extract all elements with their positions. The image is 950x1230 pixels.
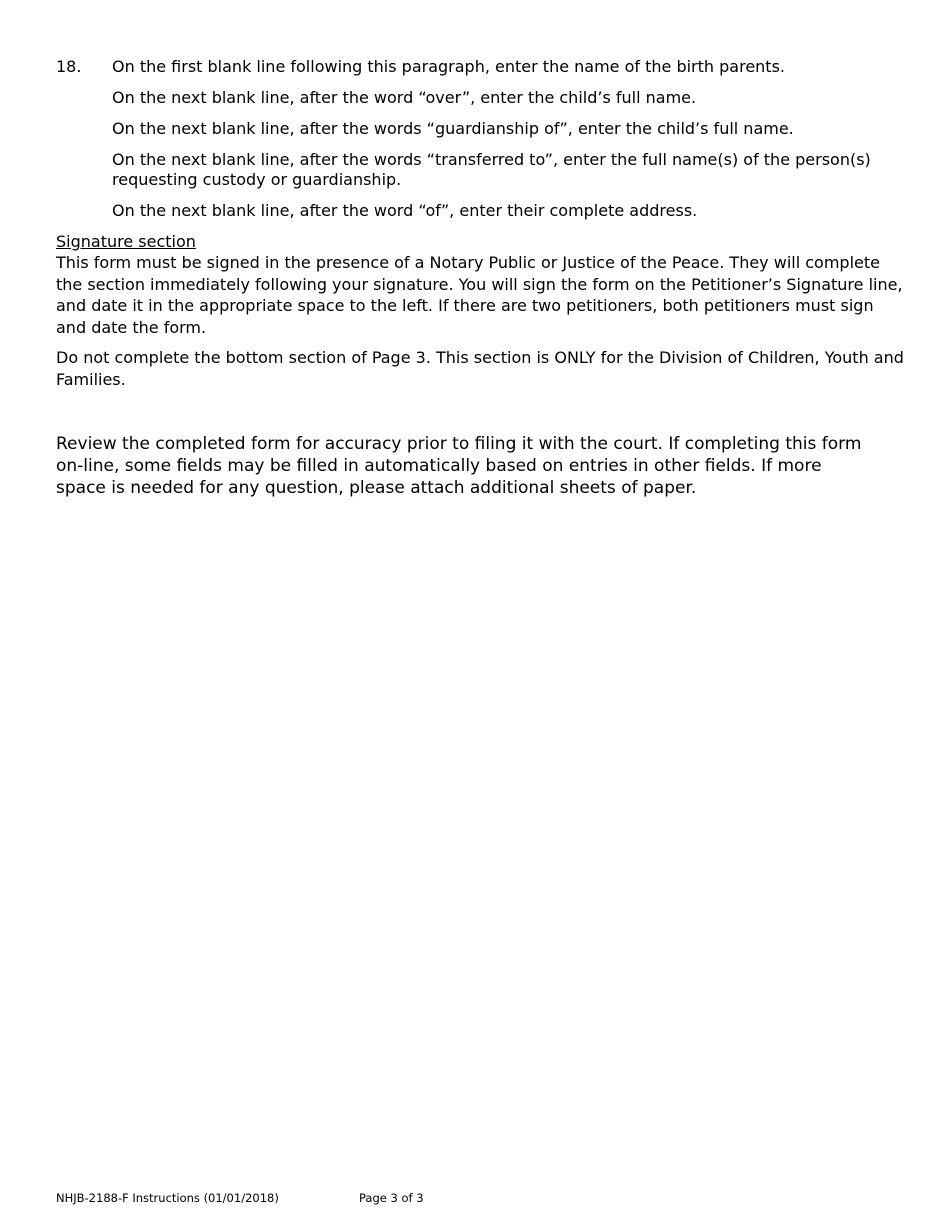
instruction-line-transferred-to: On the next blank line, after the words “transferred to”, enter the full name(s) of the person(s) requesting custody or guardianship.: [112, 150, 871, 189]
instruction-line-guardianship-of: On the next blank line, after the words “guardianship of”, enter the child’s full name.: [112, 119, 794, 138]
form-identifier: NHJB-2188-F Instructions (01/01/2018): [56, 1191, 279, 1205]
review-paragraph: Review the completed form for accuracy prior to filing it with the court. If completing this form on-line, some fields may be filled in automatically based on entries in other fields. If more space is needed for any question, please attach additional sheets of paper.: [56, 434, 862, 498]
item-number: 18.: [56, 57, 82, 76]
instruction-line-over: On the next blank line, after the word “over”, enter the child’s full name.: [112, 88, 697, 107]
item-instructions: [112, 57, 902, 232]
page3-bottom-section-paragraph: Do not complete the bottom section of Page 3. This section is ONLY for the Division of Children, Youth and Families.: [56, 348, 904, 389]
signature-section-heading: Signature section: [56, 232, 196, 251]
instruction-line-birth-parents: On the first blank line following this paragraph, enter the name of the birth parents.: [112, 57, 785, 76]
instruction-line-address: On the next blank line, after the word “of”, enter their complete address.: [112, 201, 698, 220]
signature-section: [56, 232, 906, 399]
signature-notary-paragraph: This form must be signed in the presence of a Notary Public or Justice of the Peace. They will complete the section immediately following your signature. You will sign the form on the Petitioner’s Signature line, and date it in the appropriate space to the left. If there are two petitioners, both petitioners must sign and date the form.: [56, 253, 903, 337]
page-number: Page 3 of 3: [359, 1191, 424, 1205]
